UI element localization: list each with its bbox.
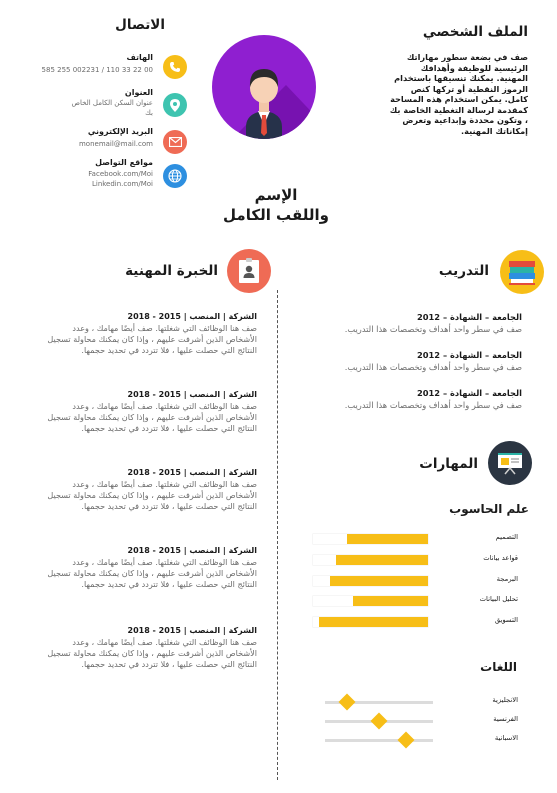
presentation-board-icon	[488, 441, 532, 485]
name-line-2: واللقب الكامل	[223, 206, 329, 224]
language-level-track	[325, 739, 433, 742]
contact-title: الاتصال	[115, 17, 165, 33]
skill-label: قواعد بيانات	[483, 553, 518, 562]
computer-skills-title: علم الحاسوب	[449, 502, 529, 516]
education-item-title: الجامعة – الشهادة – 2012	[416, 388, 522, 398]
skills-title: المهارات	[419, 456, 478, 472]
experience-list	[45, 312, 257, 704]
experience-title: الخبرة المهنية	[125, 263, 218, 279]
education-item-desc: صف في سطر واحد أهداف وتخصصات هذا التدريب.	[344, 362, 522, 372]
education-item-title: الجامعة – الشهادة – 2012	[416, 350, 522, 360]
skill-label: البرمجة	[496, 574, 518, 583]
language-level-marker	[371, 713, 388, 730]
contact-phone-value: 585 255 002231 / 110 33 22 00	[41, 66, 153, 74]
language-level-marker	[398, 732, 415, 749]
skill-bar-fill	[347, 534, 428, 544]
education-item-desc: صف في سطر واحد أهداف وتخصصات هذا التدريب.	[344, 324, 522, 334]
job-description: صف هنا الوظائف التي شغلتها. صف أيضًا مهامك ، وعدد الأشخاص الذين أشرفت عليهم ، وإذا كان يمكنك محاولة تسجيل النتائج التي حصلت عليها ، فلا تتردد في تحديد حجمها.	[47, 557, 257, 589]
job-description: صف هنا الوظائف التي شغلتها. صف أيضًا مهامك ، وعدد الأشخاص الذين أشرفت عليهم ، وإذا كان يمكنك محاولة تسجيل النتائج التي حصلت عليها ، فلا تتردد في تحديد حجمها.	[47, 479, 257, 511]
experience-item	[45, 390, 257, 468]
contact-social-label: مواقع التواصل	[95, 158, 153, 167]
books-icon	[500, 250, 544, 294]
education-item	[312, 312, 522, 350]
language-skills-list	[300, 690, 530, 750]
education-title: التدريب	[438, 263, 489, 279]
languages-title: اللغات	[480, 660, 517, 674]
location-icon	[163, 93, 187, 117]
language-label: الفرنسية	[493, 715, 518, 723]
skill-bar-fill	[319, 617, 428, 627]
experience-item	[45, 312, 257, 390]
globe-icon	[163, 164, 187, 188]
phone-icon	[163, 55, 187, 79]
job-title: الشركة | المنصب | 2015 - 2018	[127, 312, 257, 321]
email-icon	[163, 130, 187, 154]
contact-email-value: monemail@mail.com	[78, 140, 153, 148]
contact-social-value: Facebook.com/Moi Linkedin.com/Moi	[88, 170, 153, 188]
language-level-marker	[339, 694, 356, 711]
education-item-title: الجامعة – الشهادة – 2012	[416, 312, 522, 322]
education-item	[312, 350, 522, 388]
name-line-1: الإسم	[254, 186, 298, 204]
computer-skills-list	[300, 528, 530, 638]
job-title: الشركة | المنصب | 2015 - 2018	[127, 626, 257, 635]
job-description: صف هنا الوظائف التي شغلتها. صف أيضًا مهامك ، وعدد الأشخاص الذين أشرفت عليهم ، وإذا كان يمكنك محاولة تسجيل النتائج التي حصلت عليها ، فلا تتردد في تحديد حجمها.	[47, 323, 257, 355]
job-title: الشركة | المنصب | 2015 - 2018	[127, 546, 257, 555]
skill-bar-fill	[330, 576, 428, 586]
experience-item	[45, 626, 257, 704]
timeline-divider	[277, 290, 278, 780]
job-title: الشركة | المنصب | 2015 - 2018	[127, 468, 257, 477]
experience-item	[45, 546, 257, 626]
job-title: الشركة | المنصب | 2015 - 2018	[127, 390, 257, 399]
education-item-desc: صف في سطر واحد أهداف وتخصصات هذا التدريب.	[344, 400, 522, 410]
job-description: صف هنا الوظائف التي شغلتها. صف أيضًا مهامك ، وعدد الأشخاص الذين أشرفت عليهم ، وإذا كان يمكنك محاولة تسجيل النتائج التي حصلت عليها ، فلا تتردد في تحديد حجمها.	[47, 401, 257, 433]
skill-label: تحليل البيانات	[479, 595, 518, 604]
contact-address-value: عنوان السكن الكامل الخاص بك	[71, 99, 153, 117]
id-card-icon	[227, 249, 271, 293]
education-item	[312, 388, 522, 426]
contact-email-label: البريد الإلكتروني	[87, 127, 153, 136]
avatar	[212, 35, 316, 139]
skill-label: التسويق	[494, 616, 518, 625]
skill-bar-fill	[336, 555, 428, 565]
profile-text: صف في بضعة سطور مهاراتك الرئيسية للوظيفة وأهدافك المهنية. يمكنك تنسيقها باستخدام الرموز النقطية أو تركها كنص كامل. يمكن استخدام هذه المساحة كمقدمة لرسالة التغطية الخاصة بك ، وتكون محددة وإبداعية وتعرض إمكاناتك المهنية.	[389, 52, 528, 136]
profile-title: الملف الشخصي	[422, 24, 528, 40]
language-label: الانجليزية	[492, 696, 518, 704]
skill-bar-fill	[353, 596, 428, 606]
experience-item	[45, 468, 257, 546]
contact-phone-label: الهاتف	[126, 53, 153, 62]
skill-label: التصميم	[495, 533, 518, 541]
full-name	[196, 185, 356, 225]
job-description: صف هنا الوظائف التي شغلتها. صف أيضًا مهامك ، وعدد الأشخاص الذين أشرفت عليهم ، وإذا كان يمكنك محاولة تسجيل النتائج التي حصلت عليها ، فلا تتردد في تحديد حجمها.	[47, 637, 257, 669]
contact-address-label: العنوان	[124, 88, 153, 97]
language-label: الاسبانية	[494, 734, 518, 742]
education-list	[312, 312, 522, 426]
